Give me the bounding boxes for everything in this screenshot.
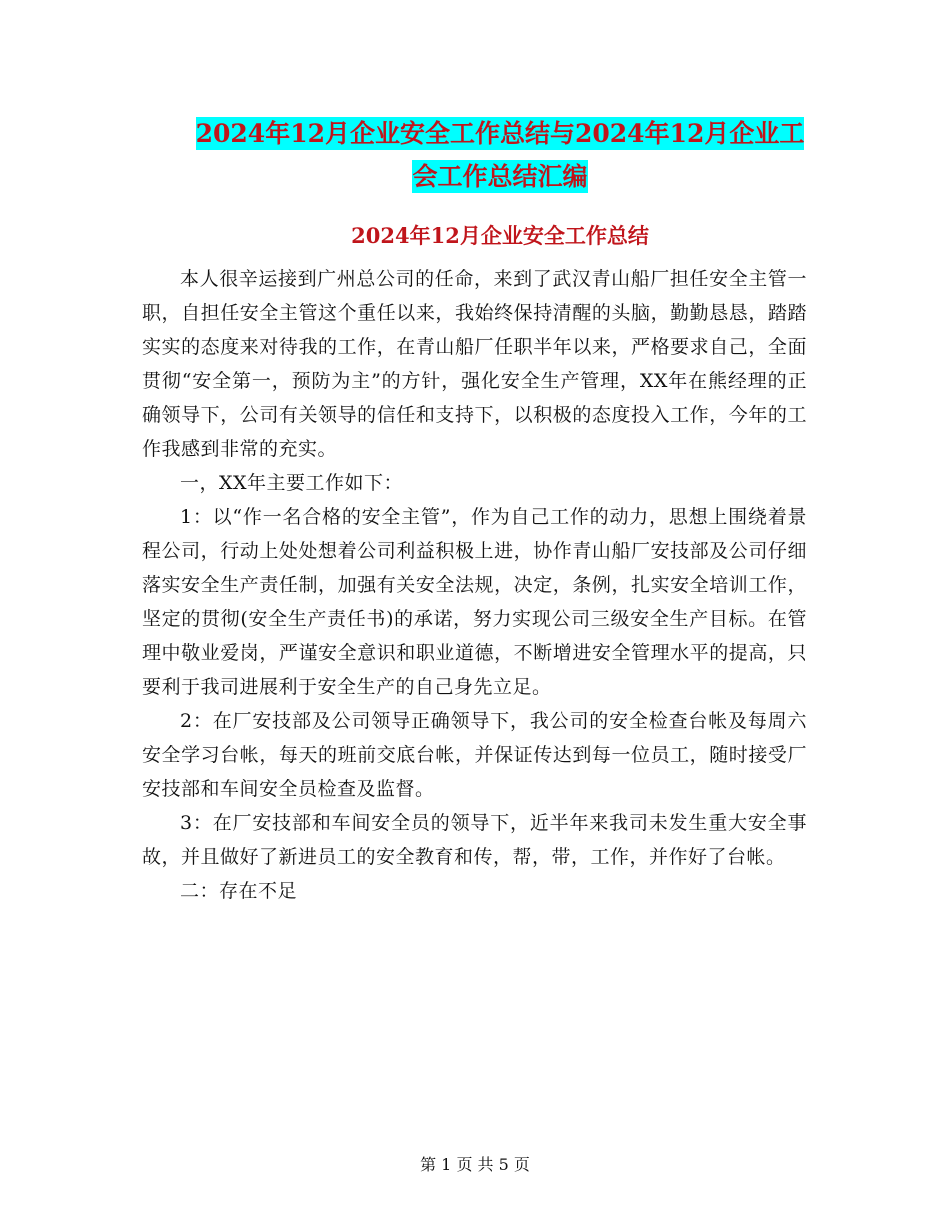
document-body bbox=[142, 262, 807, 908]
paragraph: 3：在厂安技部和车间安全员的领导下，近半年来我司未发生重大安全事故，并且做好了新进员工的安全教育和传，帮，带，工作，并作好了台帐。 bbox=[142, 812, 807, 868]
page-number: 第 1 页 共 5 页 bbox=[420, 1155, 530, 1174]
page-footer bbox=[0, 1154, 950, 1176]
paragraph: 2：在厂安技部及公司领导正确领导下，我公司的安全检查台帐及每周六安全学习台帐，每天的班前交底台帐，并保证传达到每一位员工，随时接受厂安技部和车间安全员检查及监督。 bbox=[142, 710, 807, 800]
document-title-line2: 会工作总结汇编 bbox=[412, 162, 588, 191]
paragraph: 本人很辛运接到广州总公司的任命，来到了武汉青山船厂担任安全主管一职，自担任安全主管这个重任以来，我始终保持清醒的头脑，勤勤恳恳，踏踏实实的态度来对待我的工作，在青山船厂任职半年以来，严格要求自己，全面贯彻“安全第一，预防为主”的方针，强化安全生产管理，XX年在熊经理的正确领导下，公司有关领导的信任和支持下，以积极的态度投入工作，今年的工作我感到非常的充实。 bbox=[142, 268, 807, 460]
document-title-line1: 2024年12月企业安全工作总结与2024年12月企业工 bbox=[195, 119, 805, 148]
paragraph: 二：存在不足 bbox=[180, 880, 298, 902]
paragraph: 1：以“作一名合格的安全主管”，作为自己工作的动力，思想上围绕着景程公司，行动上处处想着公司利益积极上进，协作青山船厂安技部及公司仔细落实安全生产责任制，加强有关安全法规，决定，条例，扎实安全培训工作，坚定的贯彻(安全生产责任书)的承诺，努力实现公司三级安全生产目标。在管理中敬业爱岗，严谨安全意识和职业道德，不断增进安全管理水平的提高，只要利于我司进展利于安全生产的自己身先立足。 bbox=[142, 506, 807, 698]
section-title: 2024年12月企业安全工作总结 bbox=[351, 223, 649, 248]
paragraph: 一，XX年主要工作如下： bbox=[180, 472, 404, 494]
document-title bbox=[140, 112, 860, 198]
